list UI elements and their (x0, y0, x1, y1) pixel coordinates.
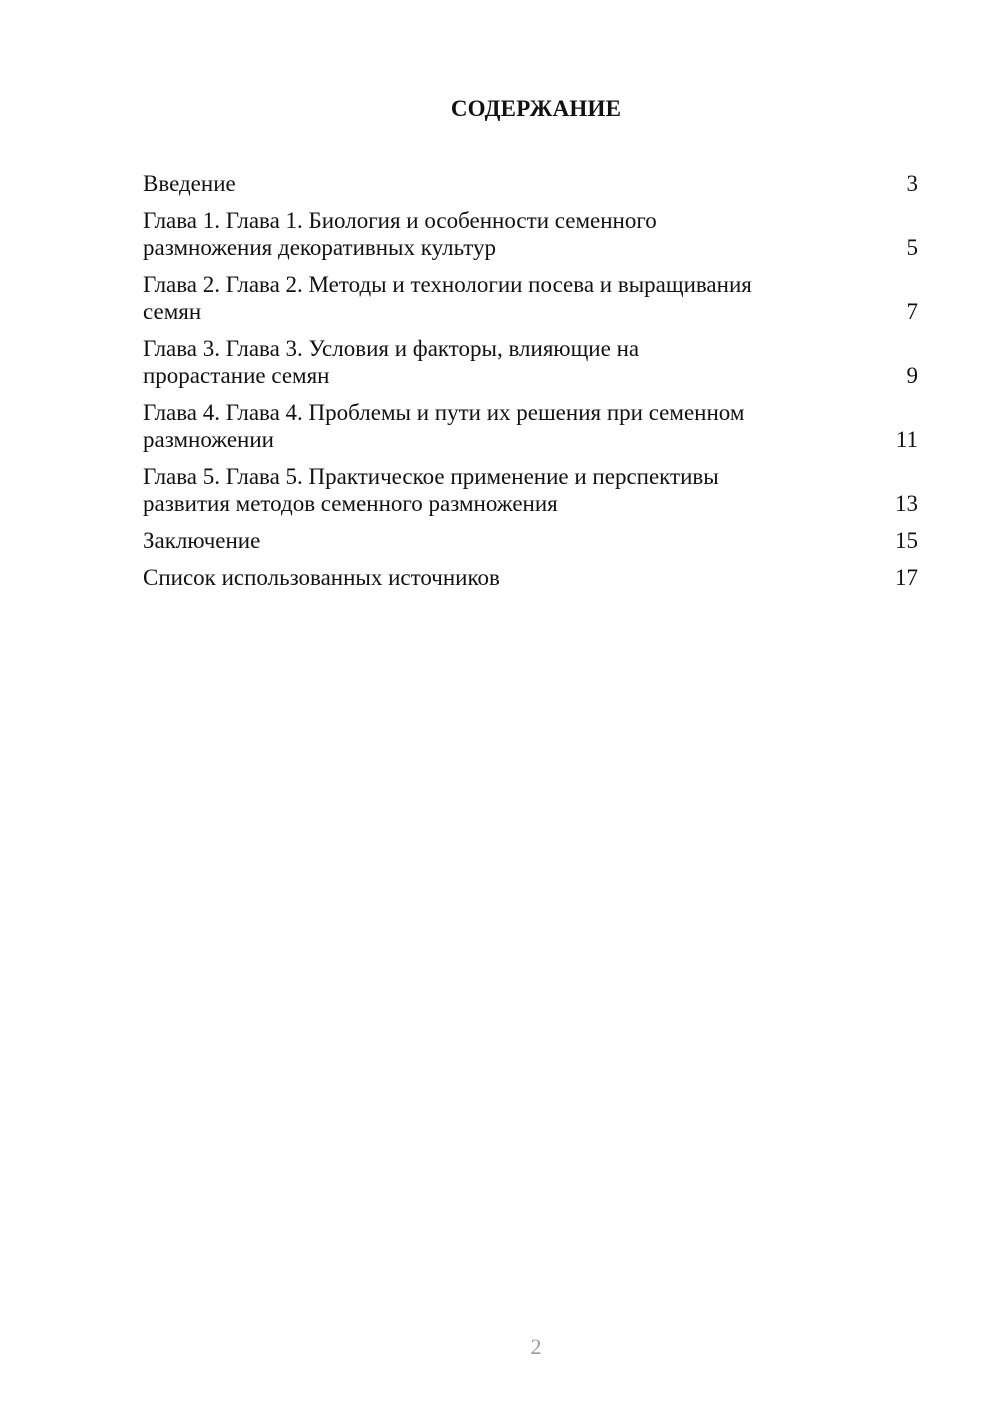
toc-entry-text: Глава 1. Глава 1. Биология и особенности семенного размножения декоративных культур (143, 208, 657, 260)
toc-entry-page: 17 (895, 565, 918, 590)
toc-entry-text: Список использованных источников (143, 565, 500, 590)
toc-entry-chapter-2[interactable] (143, 271, 918, 325)
toc-entry-text: Введение (143, 171, 236, 196)
table-of-contents (143, 170, 918, 601)
toc-entry-introduction[interactable] (143, 170, 918, 197)
toc-entry-text: Глава 4. Глава 4. Проблемы и пути их решения при семенном размножении (143, 400, 745, 452)
toc-entry-text: Глава 3. Глава 3. Условия и факторы, влияющие на прорастание семян (143, 336, 640, 388)
page-title: СОДЕРЖАНИЕ (450, 96, 622, 121)
page-number: 2 (530, 1334, 542, 1359)
toc-entry-page: 11 (895, 427, 918, 452)
toc-entry-chapter-5[interactable] (143, 463, 918, 517)
toc-entry-page: 13 (895, 491, 918, 516)
toc-entry-page: 5 (906, 235, 918, 260)
toc-entry-page: 15 (895, 528, 918, 553)
toc-entry-chapter-1[interactable] (143, 207, 918, 261)
toc-entry-page: 3 (906, 171, 918, 196)
toc-entry-chapter-4[interactable] (143, 399, 918, 453)
toc-entry-conclusion[interactable] (143, 527, 918, 554)
toc-entry-references[interactable] (143, 564, 918, 591)
toc-entry-page: 9 (906, 363, 918, 388)
toc-entry-text: Заключение (143, 528, 261, 553)
toc-entry-page: 7 (906, 299, 918, 324)
toc-entry-text: Глава 2. Глава 2. Методы и технологии посева и выращивания семян (143, 272, 752, 324)
toc-entry-chapter-3[interactable] (143, 335, 918, 389)
toc-entry-text: Глава 5. Глава 5. Практическое применение и перспективы развития методов семенного размножения (143, 464, 719, 516)
